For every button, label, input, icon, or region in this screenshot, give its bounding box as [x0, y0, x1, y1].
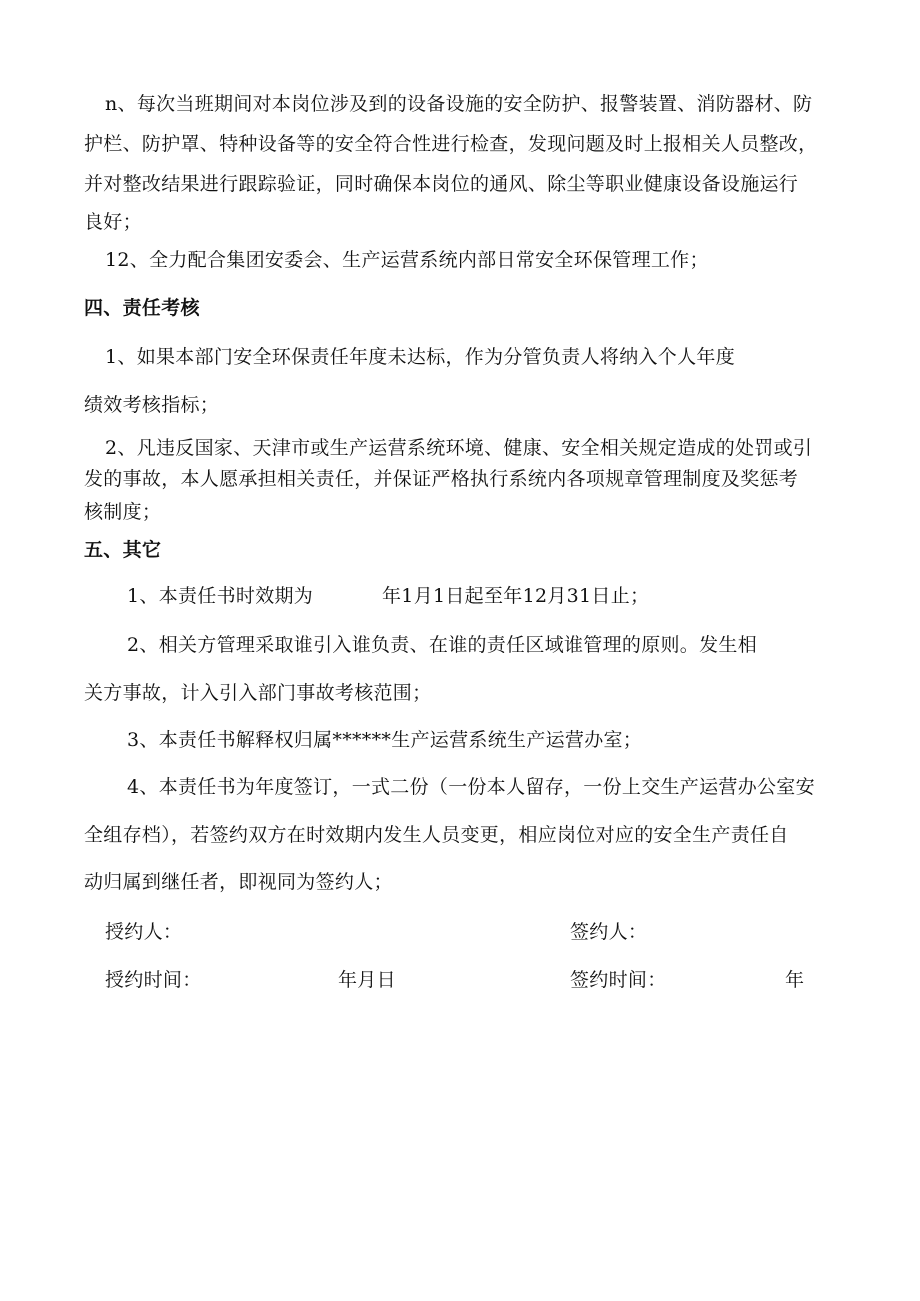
grant-time-label: 授约时间： [105, 969, 202, 991]
section-4-item-2-line-2: 发的事故，本人愿承担相关责任，并保证严格执行系统内各项规章管理制度及奖惩考 [84, 468, 799, 490]
section-4-item-2-line-1: 2、凡违反国家、天津市或生产运营系统环境、健康、安全相关规定造成的处罚或引 [105, 437, 813, 459]
section-5-item-4-line-3: 动归属到继任者，即视同为签约人； [84, 871, 393, 893]
section-5-item-2-line-1: 2、相关方管理采取谁引入谁负责、在谁的责任区域谁管理的原则。发生相 [127, 634, 757, 656]
section-5-item-1-prefix: 1、本责任书时效期为 [127, 585, 314, 607]
grant-date-text: 年月日 [338, 969, 396, 991]
grantor-label: 授约人： [105, 921, 183, 943]
sign-time-label: 签约时间： [570, 969, 667, 991]
clause-11-line-1: n、每次当班期间对本岗位涉及到的设备设施的安全防护、报警装置、消防器材、防 [105, 93, 813, 115]
section-5-item-4-line-1: 4、本责任书为年度签订，一式二份（一份本人留存，一份上交生产运营办公室安 [127, 776, 815, 798]
section-5-item-4-line-2: 全组存档），若签约双方在时效期内发生人员变更，相应岗位对应的安全生产责任自 [84, 824, 789, 846]
section-5-item-1-suffix: 年1月1日起至年12月31日止； [382, 585, 650, 607]
clause-11-line-3: 并对整改结果进行跟踪验证，同时确保本岗位的通风、除尘等职业健康设备设施运行 [84, 173, 799, 195]
section-4-item-1-line-2: 绩效考核指标； [84, 394, 220, 416]
sign-date-text: 年 [785, 969, 805, 991]
section-4-heading: 四、责任考核 [84, 297, 200, 319]
section-4-item-1-line-1: 1、如果本部门安全环保责任年度未达标，作为分管负责人将纳入个人年度 [105, 346, 735, 368]
clause-11-line-4: 良好； [84, 211, 142, 233]
signer-label: 签约人： [570, 921, 648, 943]
clause-11-line-2: 护栏、防护罩、特种设备等的安全符合性进行检查，发现问题及时上报相关人员整改， [84, 133, 818, 155]
section-5-item-3: 3、本责任书解释权归属******生产运营系统生产运营办室； [127, 729, 643, 751]
section-4-item-2-line-3: 核制度； [84, 501, 162, 523]
clause-12: 12、全力配合集团安委会、生产运营系统内部日常安全环保管理工作； [105, 249, 709, 271]
section-5-item-2-line-2: 关方事故，计入引入部门事故考核范围； [84, 682, 432, 704]
section-5-heading: 五、其它 [84, 539, 162, 561]
